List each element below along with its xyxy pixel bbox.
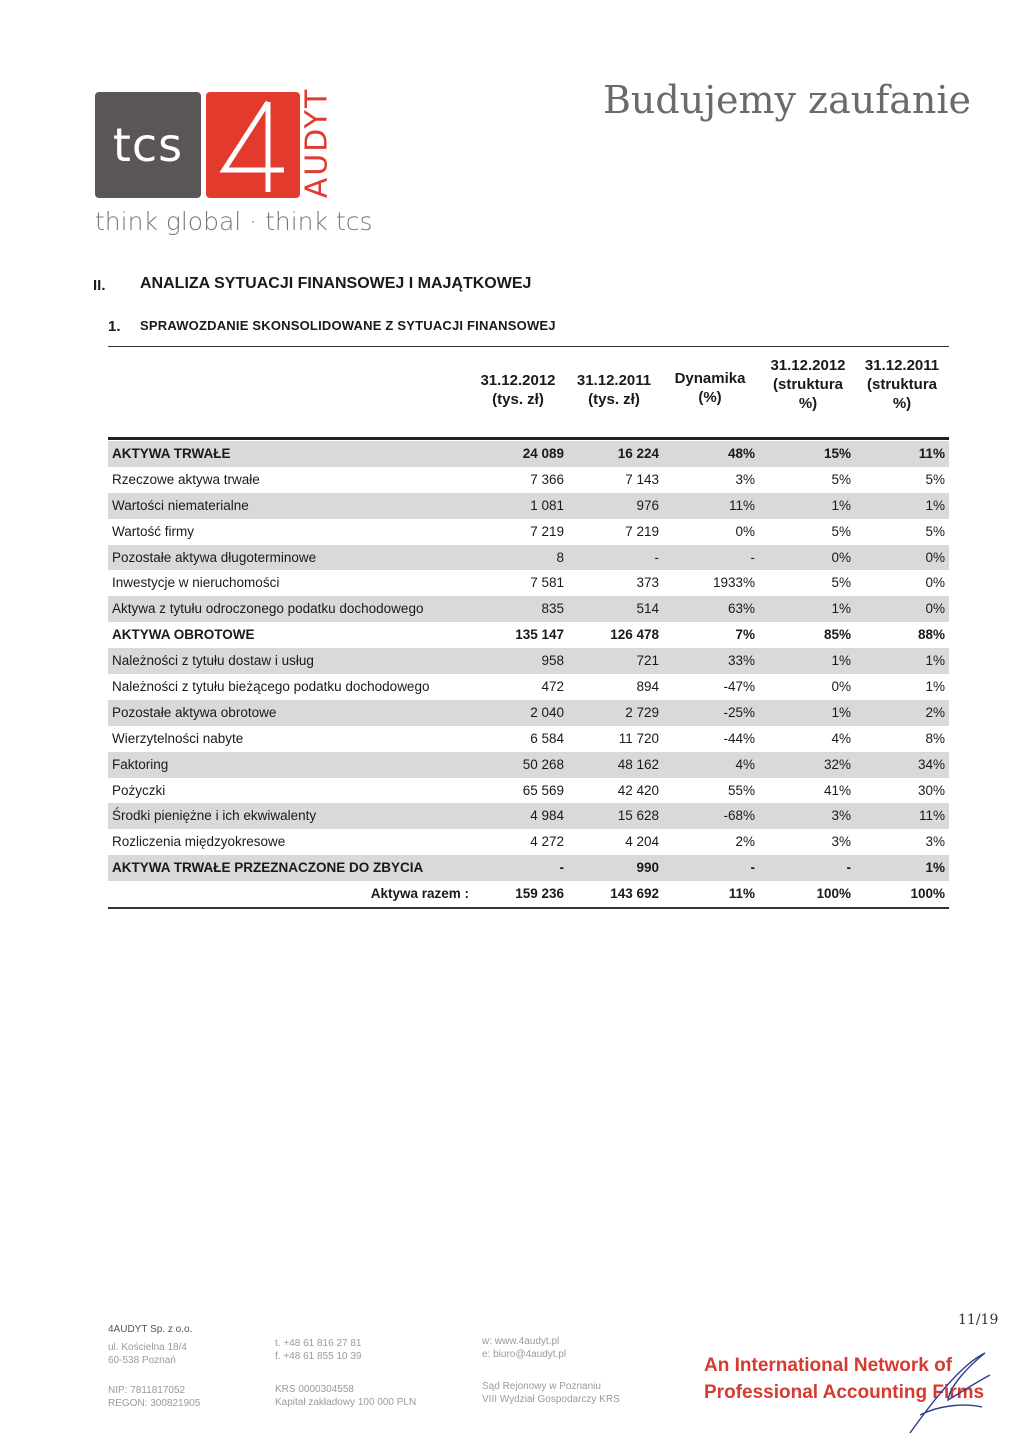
row-value: 721	[636, 653, 659, 669]
header-rule	[108, 346, 949, 347]
row-label: Faktoring	[112, 756, 169, 772]
row-value: 3%	[831, 834, 851, 850]
logo-tcs-text: tcs	[112, 118, 184, 172]
row-value: 1%	[831, 601, 851, 617]
row-value: 0%	[925, 601, 945, 617]
table-row	[108, 803, 949, 829]
row-value: 33%	[727, 653, 755, 669]
row-label: AKTYWA TRWAŁE	[112, 446, 231, 461]
row-value: 24 089	[522, 446, 564, 461]
column-header-struct-2011: 31.12.2011 (struktura %)	[864, 357, 940, 412]
table-row	[108, 855, 949, 881]
balance-sheet-table	[108, 441, 949, 907]
logo-four-block	[206, 92, 300, 198]
column-header-2012: 31.12.2012 (tys. zł)	[480, 372, 556, 408]
row-value: 42 420	[617, 782, 659, 798]
row-value: 1%	[925, 653, 945, 669]
row-value: 41%	[823, 782, 851, 798]
table-row	[108, 726, 949, 752]
row-value: 1933%	[712, 575, 755, 591]
row-value: 143 692	[610, 886, 659, 902]
row-value: 30%	[917, 782, 945, 798]
row-label: Pożyczki	[112, 782, 166, 798]
row-label: Wartość firmy	[112, 523, 194, 539]
row-value: 2 729	[625, 704, 659, 720]
page-number: 11/19	[958, 1312, 999, 1328]
row-value: 11%	[918, 446, 945, 461]
table-row	[108, 519, 949, 545]
row-value: 0%	[925, 575, 945, 591]
footer-web: w: www.4audyt.pl e: biuro@4audyt.pl	[482, 1336, 567, 1360]
row-value: 5%	[831, 575, 851, 591]
row-value: 85%	[823, 627, 851, 643]
row-value: 0%	[831, 549, 851, 565]
column-header-dynamika: Dynamika (%)	[674, 370, 746, 406]
row-value: 1%	[925, 497, 945, 513]
row-value: 55%	[727, 782, 755, 798]
row-value: 34%	[917, 756, 945, 772]
row-value: -68%	[723, 808, 755, 824]
row-value: 11%	[728, 497, 755, 513]
row-value: 63%	[727, 601, 755, 617]
logo-four-glyph	[206, 92, 300, 198]
row-value: 4 984	[530, 808, 564, 824]
row-value: 50 268	[522, 756, 564, 772]
logo-tcs-block	[95, 92, 201, 198]
row-value: 1%	[831, 497, 851, 513]
row-value: 4 204	[625, 834, 659, 850]
row-label: Pozostałe aktywa obrotowe	[112, 704, 277, 720]
row-value: -	[750, 549, 755, 565]
row-value: 1%	[925, 679, 945, 695]
row-label: Inwestycje w nieruchomości	[112, 575, 280, 591]
slogan: Budujemy zaufanie	[603, 78, 972, 122]
row-value: 3%	[925, 834, 945, 850]
table-row	[108, 648, 949, 674]
table-row	[108, 829, 949, 855]
subsection-number: 1.	[108, 318, 121, 335]
row-value: 3%	[831, 808, 851, 824]
row-value: 5%	[831, 471, 851, 487]
row-label: Aktywa razem :	[370, 886, 469, 902]
row-value: 7 219	[530, 523, 564, 539]
row-value: 7 219	[625, 523, 659, 539]
footer-court: Sąd Rejonowy w Poznaniu VIII Wydział Gospodarczy KRS	[482, 1381, 620, 1405]
row-value: 7 143	[625, 471, 659, 487]
row-value: 7 366	[530, 471, 564, 487]
table-row	[108, 674, 949, 700]
row-label: Środki pieniężne i ich ekwiwalenty	[112, 808, 317, 824]
row-value: 8%	[925, 730, 945, 746]
row-label: Należności z tytułu bieżącego podatku dochodowego	[112, 679, 430, 695]
table-bottom-rule	[108, 907, 949, 909]
row-value: 5%	[925, 523, 945, 539]
row-label: Rzeczowe aktywa trwałe	[112, 471, 260, 487]
row-value: -	[654, 549, 659, 565]
row-label: AKTYWA OBROTOWE	[112, 627, 255, 643]
row-value: 15 628	[617, 808, 659, 824]
table-row	[108, 493, 949, 519]
tagline: think global · think tcs	[95, 207, 373, 236]
subsection-title: SPRAWOZDANIE SKONSOLIDOWANE Z SYTUACJI FINANSOWEJ	[140, 318, 556, 333]
row-value: 0%	[831, 679, 851, 695]
row-value: 4%	[735, 756, 755, 772]
row-value: 11%	[728, 886, 755, 902]
row-value: 100%	[910, 886, 945, 902]
row-value: 0%	[925, 549, 945, 565]
row-value: 1%	[925, 860, 945, 876]
table-row	[108, 545, 949, 571]
column-header-struct-2012: 31.12.2012 (struktura %)	[770, 357, 846, 412]
row-value: 2%	[925, 704, 945, 720]
footer-address: ul. Kościelna 18/4 60-538 Poznań	[108, 1342, 187, 1366]
row-value: 15%	[823, 446, 851, 461]
table-row	[108, 778, 949, 804]
row-value: 8	[556, 549, 564, 565]
row-value: 5%	[925, 471, 945, 487]
table-row	[108, 700, 949, 726]
row-label: Pozostałe aktywa długoterminowe	[112, 549, 317, 565]
row-value: 835	[541, 601, 564, 617]
table-row	[108, 441, 949, 467]
row-value: 4 272	[530, 834, 564, 850]
row-value: 7%	[735, 627, 755, 643]
row-value: 88%	[917, 627, 945, 643]
row-value: 514	[636, 601, 659, 617]
row-value: 894	[636, 679, 659, 695]
row-value: -25%	[723, 704, 755, 720]
row-value: -	[846, 860, 851, 876]
row-value: 1%	[831, 704, 851, 720]
signature-scribble	[890, 1345, 1000, 1440]
row-value: 0%	[735, 523, 755, 539]
table-row	[108, 596, 949, 622]
row-value: 16 224	[617, 446, 659, 461]
row-value: 1 081	[530, 497, 564, 513]
footer-phones: t. +48 61 816 27 81 f. +48 61 855 10 39	[275, 1338, 362, 1362]
footer-ids: NIP: 7811817052 REGON: 300821905	[108, 1385, 201, 1409]
row-value: 958	[541, 653, 564, 669]
row-value: 3%	[735, 471, 755, 487]
row-value: 6 584	[530, 730, 564, 746]
row-label: Wierzytelności nabyte	[112, 730, 244, 746]
row-value: -44%	[723, 730, 755, 746]
section-number: II.	[93, 277, 106, 294]
row-value: 11%	[918, 808, 945, 824]
section-title: ANALIZA SYTUACJI FINANSOWEJ I MAJĄTKOWEJ	[140, 275, 532, 292]
row-value: 472	[541, 679, 564, 695]
row-value: 32%	[823, 756, 851, 772]
row-value: 7 581	[530, 575, 564, 591]
column-header-2011: 31.12.2011 (tys. zł)	[576, 372, 652, 408]
row-value: -	[750, 860, 755, 876]
row-value: 976	[636, 497, 659, 513]
row-value: 65 569	[522, 782, 564, 798]
row-value: -	[559, 860, 564, 876]
table-row	[108, 622, 949, 648]
table-row	[108, 570, 949, 596]
row-label: Należności z tytułu dostaw i usług	[112, 653, 314, 669]
table-row	[108, 467, 949, 493]
row-value: 48 162	[617, 756, 659, 772]
row-value: 5%	[831, 523, 851, 539]
row-value: 2%	[735, 834, 755, 850]
footer-company: 4AUDYT Sp. z o.o.	[108, 1324, 193, 1335]
network-slogan: An International Network of Professional Accounting Firms	[704, 1355, 985, 1403]
row-label: Wartości niematerialne	[112, 497, 249, 513]
row-label: AKTYWA TRWAŁE PRZEZNACZONE DO ZBYCIA	[112, 860, 424, 876]
row-value: 126 478	[610, 627, 659, 643]
row-value: 990	[636, 860, 659, 876]
row-value: 2 040	[530, 704, 564, 720]
table-top-rule	[108, 437, 949, 440]
row-value: -47%	[723, 679, 755, 695]
row-label: Aktywa z tytułu odroczonego podatku dochodowego	[112, 601, 424, 617]
row-value: 48%	[727, 446, 755, 461]
logo-audyt-text: AUDYT	[299, 87, 335, 199]
logo-audyt-vertical	[299, 86, 335, 200]
footer-krs: KRS 0000304558 Kapitał zakładowy 100 000 PLN	[275, 1384, 417, 1408]
row-value: 100%	[816, 886, 851, 902]
row-label: Rozliczenia międzyokresowe	[112, 834, 286, 850]
row-value: 1%	[831, 653, 851, 669]
total-row	[108, 881, 949, 907]
row-value: 159 236	[515, 886, 564, 902]
table-row	[108, 752, 949, 778]
row-value: 4%	[831, 730, 851, 746]
row-value: 135 147	[515, 627, 564, 643]
row-value: 11 720	[618, 730, 659, 746]
row-value: 373	[636, 575, 659, 591]
